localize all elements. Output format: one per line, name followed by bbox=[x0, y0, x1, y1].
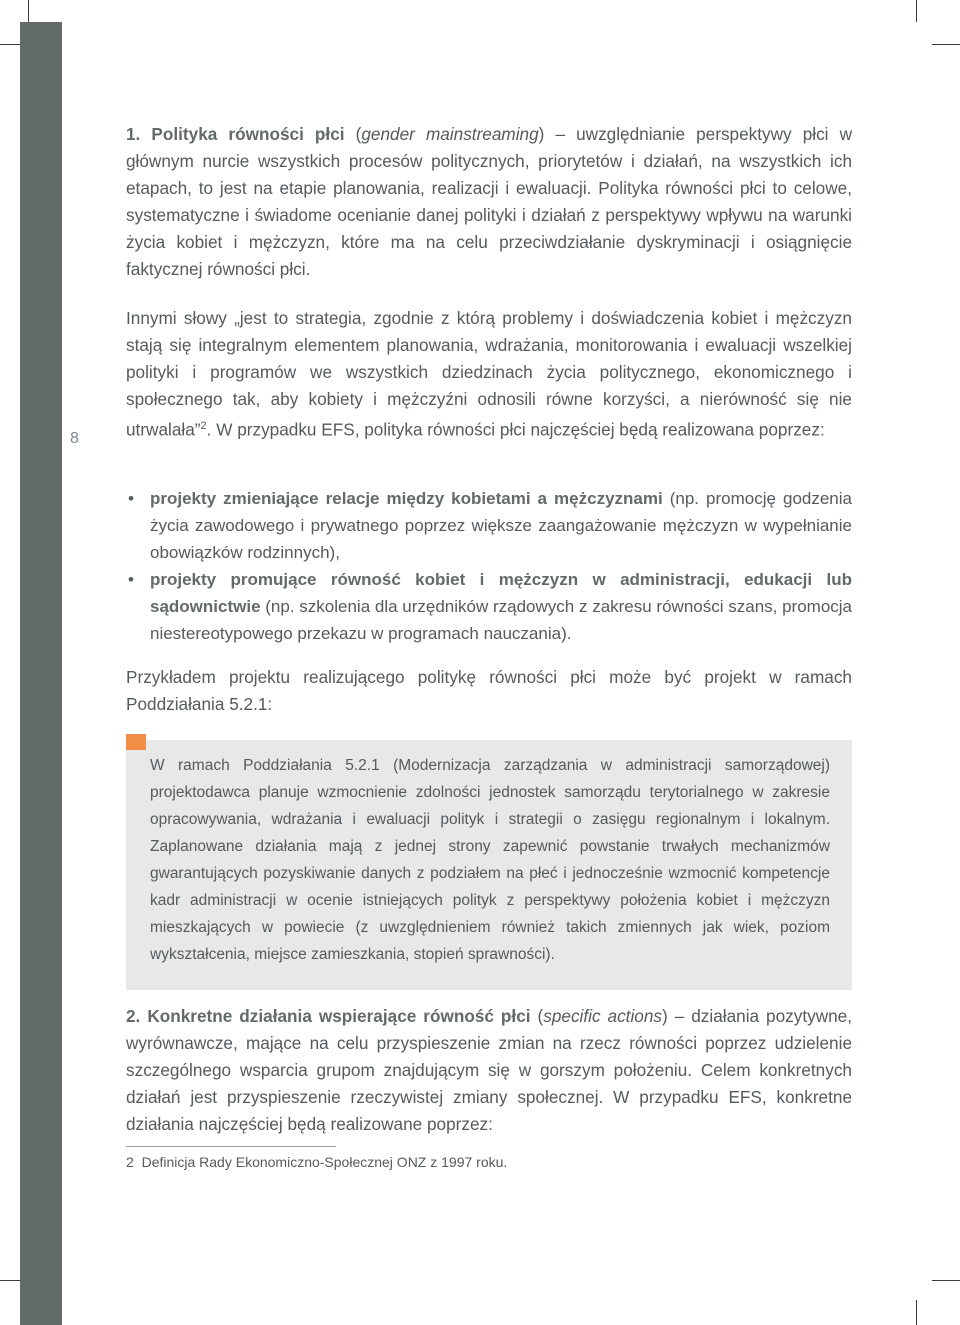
project-types-list bbox=[126, 485, 852, 647]
section-1-paragraph: 1. Polityka równości płci (gender mainstreaming) – uwzględnianie perspektywy płci w głównym nurcie wszystkich procesów politycznych, priorytetów i działań, na wszystkich ich etapach, to jest na etapie planowania, realizacji i ewaluacji. Polityka równości płci to celowe, systematyczne i świadome ocenianie danej polityki i działań z perspektywy wpływu na warunki życia kobiet i mężczyzn, które ma na celu przeciwdziałanie dyskryminacji i osiągnięcie faktycznej równości płci. bbox=[126, 124, 852, 279]
crop-mark bbox=[916, 0, 917, 22]
footnote bbox=[126, 1154, 507, 1170]
example-box bbox=[126, 740, 852, 990]
footnote-text: Definicja Rady Ekonomiczno-Społecznej ONZ z 1997 roku. bbox=[141, 1154, 508, 1170]
section-2-term-en: specific actions bbox=[543, 1006, 662, 1026]
section-1-body: ) – uwzględnianie perspektywy płci w głównym nurcie wszystkich procesów politycznych, priorytetów i działań, na wszystkich ich etapach, to jest na etapie planowania, realizacji i ewaluacji. Polityka równości płci to celowe, systematyczne i świadome ocenianie danej polityki i działań z perspektywy wpływu na warunki życia kobiet i mężczyzn, które ma na celu przeciwdziałanie dyskryminacji i osiągnięcie faktycznej równości płci. bbox=[126, 124, 852, 279]
definition-body: Innymi słowy „jest to strategia, zgodnie z którą problemy i doświadczenia kobiet i mężczyzn stają się integralnym elementem planowania, wdrażania, monitorowania i ewaluacji wszelkiej polityki i programów we wszystkich dziedzinach życia politycznego, ekonomicznego i społecznego tak, aby kobiety i mężczyźni odnosili równe korzyści, a nierówność się nie utrwalała” bbox=[126, 308, 852, 440]
example-intro: Przykładem projektu realizującego politykę równości płci może być projekt w ramach Poddziałania 5.2.1: bbox=[126, 667, 852, 714]
section-1-term-en: gender mainstreaming bbox=[361, 124, 539, 144]
section-2-number: 2. bbox=[126, 1006, 141, 1026]
crop-mark bbox=[0, 44, 22, 45]
page-sidebar-band bbox=[20, 22, 62, 1325]
section-2-term: Konkretne działania wspierające równość płci bbox=[147, 1006, 531, 1026]
list-item-text: (np. promocję godzenia życia zawodowego i prywatnego poprzez większe zaangażowanie mężczyzn w wypełnianie obowiązków rodzinnych), bbox=[150, 489, 852, 562]
footnote-separator bbox=[126, 1146, 336, 1147]
crop-mark bbox=[28, 0, 29, 22]
list-item-text: (np. szkolenia dla urzędników rządowych z zakresu równości szans, promocja niestereotypowego przekazu w programach nauczania). bbox=[150, 597, 853, 643]
list-item bbox=[126, 566, 852, 647]
crop-mark bbox=[916, 1300, 917, 1325]
list-item bbox=[126, 485, 852, 566]
page-number: 8 bbox=[70, 430, 79, 447]
example-box-text: W ramach Poddziałania 5.2.1 (Modernizacja zarządzania w administracji samorządowej) projektodawca planuje wzmocnienie zdolności jednostek samorządu terytorialnego w zakresie opracowywania, wdrażania i ewaluacji polityk i strategii o zasięgu regionalnym i lokalnym. Zaplanowane działania mają z jednej strony zapewnić powstanie trwałych mechanizmów gwarantujących pozyskiwanie danych z podziałem na płeć i jednocześnie wzmocnić kompetencje kadr administracji w ocenie istniejących polityk z perspektywy położenia kobiet i mężczyzn mieszkających w powiecie (z uwzględnieniem również takich zmiennych jak wiek, poziom wykształcenia, miejsce zamieszkania, stopień sprawności). bbox=[150, 757, 830, 963]
section-2-body: ) – działania pozytywne, wyrównawcze, mające na celu przyspieszenie zmian na rzecz równości poprzez udzielenie szczególnego wsparcia grupom znajdującym się w gorszym położeniu. Celem konkretnych działań jest przyspieszenie rzeczywistej zmiany społecznej. W przypadku EFS, konkretne działania najczęściej będą realizowane poprzez: bbox=[126, 1006, 853, 1134]
crop-mark bbox=[932, 1280, 960, 1281]
footnote-number: 2 bbox=[126, 1154, 134, 1170]
crop-mark bbox=[932, 44, 960, 45]
definition-tail: . W przypadku EFS, polityka równości płci najczęściej będą realizowana poprzez: bbox=[206, 419, 825, 440]
example-box-marker bbox=[126, 734, 146, 750]
definition-paragraph bbox=[126, 305, 852, 444]
list-item-bold: projekty zmieniające relacje między kobietami a mężczyznami bbox=[150, 489, 663, 508]
list-item-bold: projekty promujące równość kobiet i mężczyzn w administracji, edukacji lub sądownictwie bbox=[150, 570, 852, 616]
section-1-number: 1. bbox=[126, 124, 141, 144]
footnote-ref[interactable]: 2 bbox=[200, 420, 207, 432]
section-2-paragraph: 2. Konkretne działania wspierające równość płci (specific actions) – działania pozytywne, wyrównawcze, mające na celu przyspieszenie zmian na rzecz równości poprzez udzielenie szczególnego wsparcia grupom znajdującym się w gorszym położeniu. Celem konkretnych działań jest przyspieszenie rzeczywistej zmiany społecznej. W przypadku EFS, konkretne działania najczęściej będą realizowane poprzez: bbox=[126, 1006, 853, 1134]
section-1-term: Polityka równości płci bbox=[151, 124, 345, 144]
crop-mark bbox=[0, 1280, 22, 1281]
